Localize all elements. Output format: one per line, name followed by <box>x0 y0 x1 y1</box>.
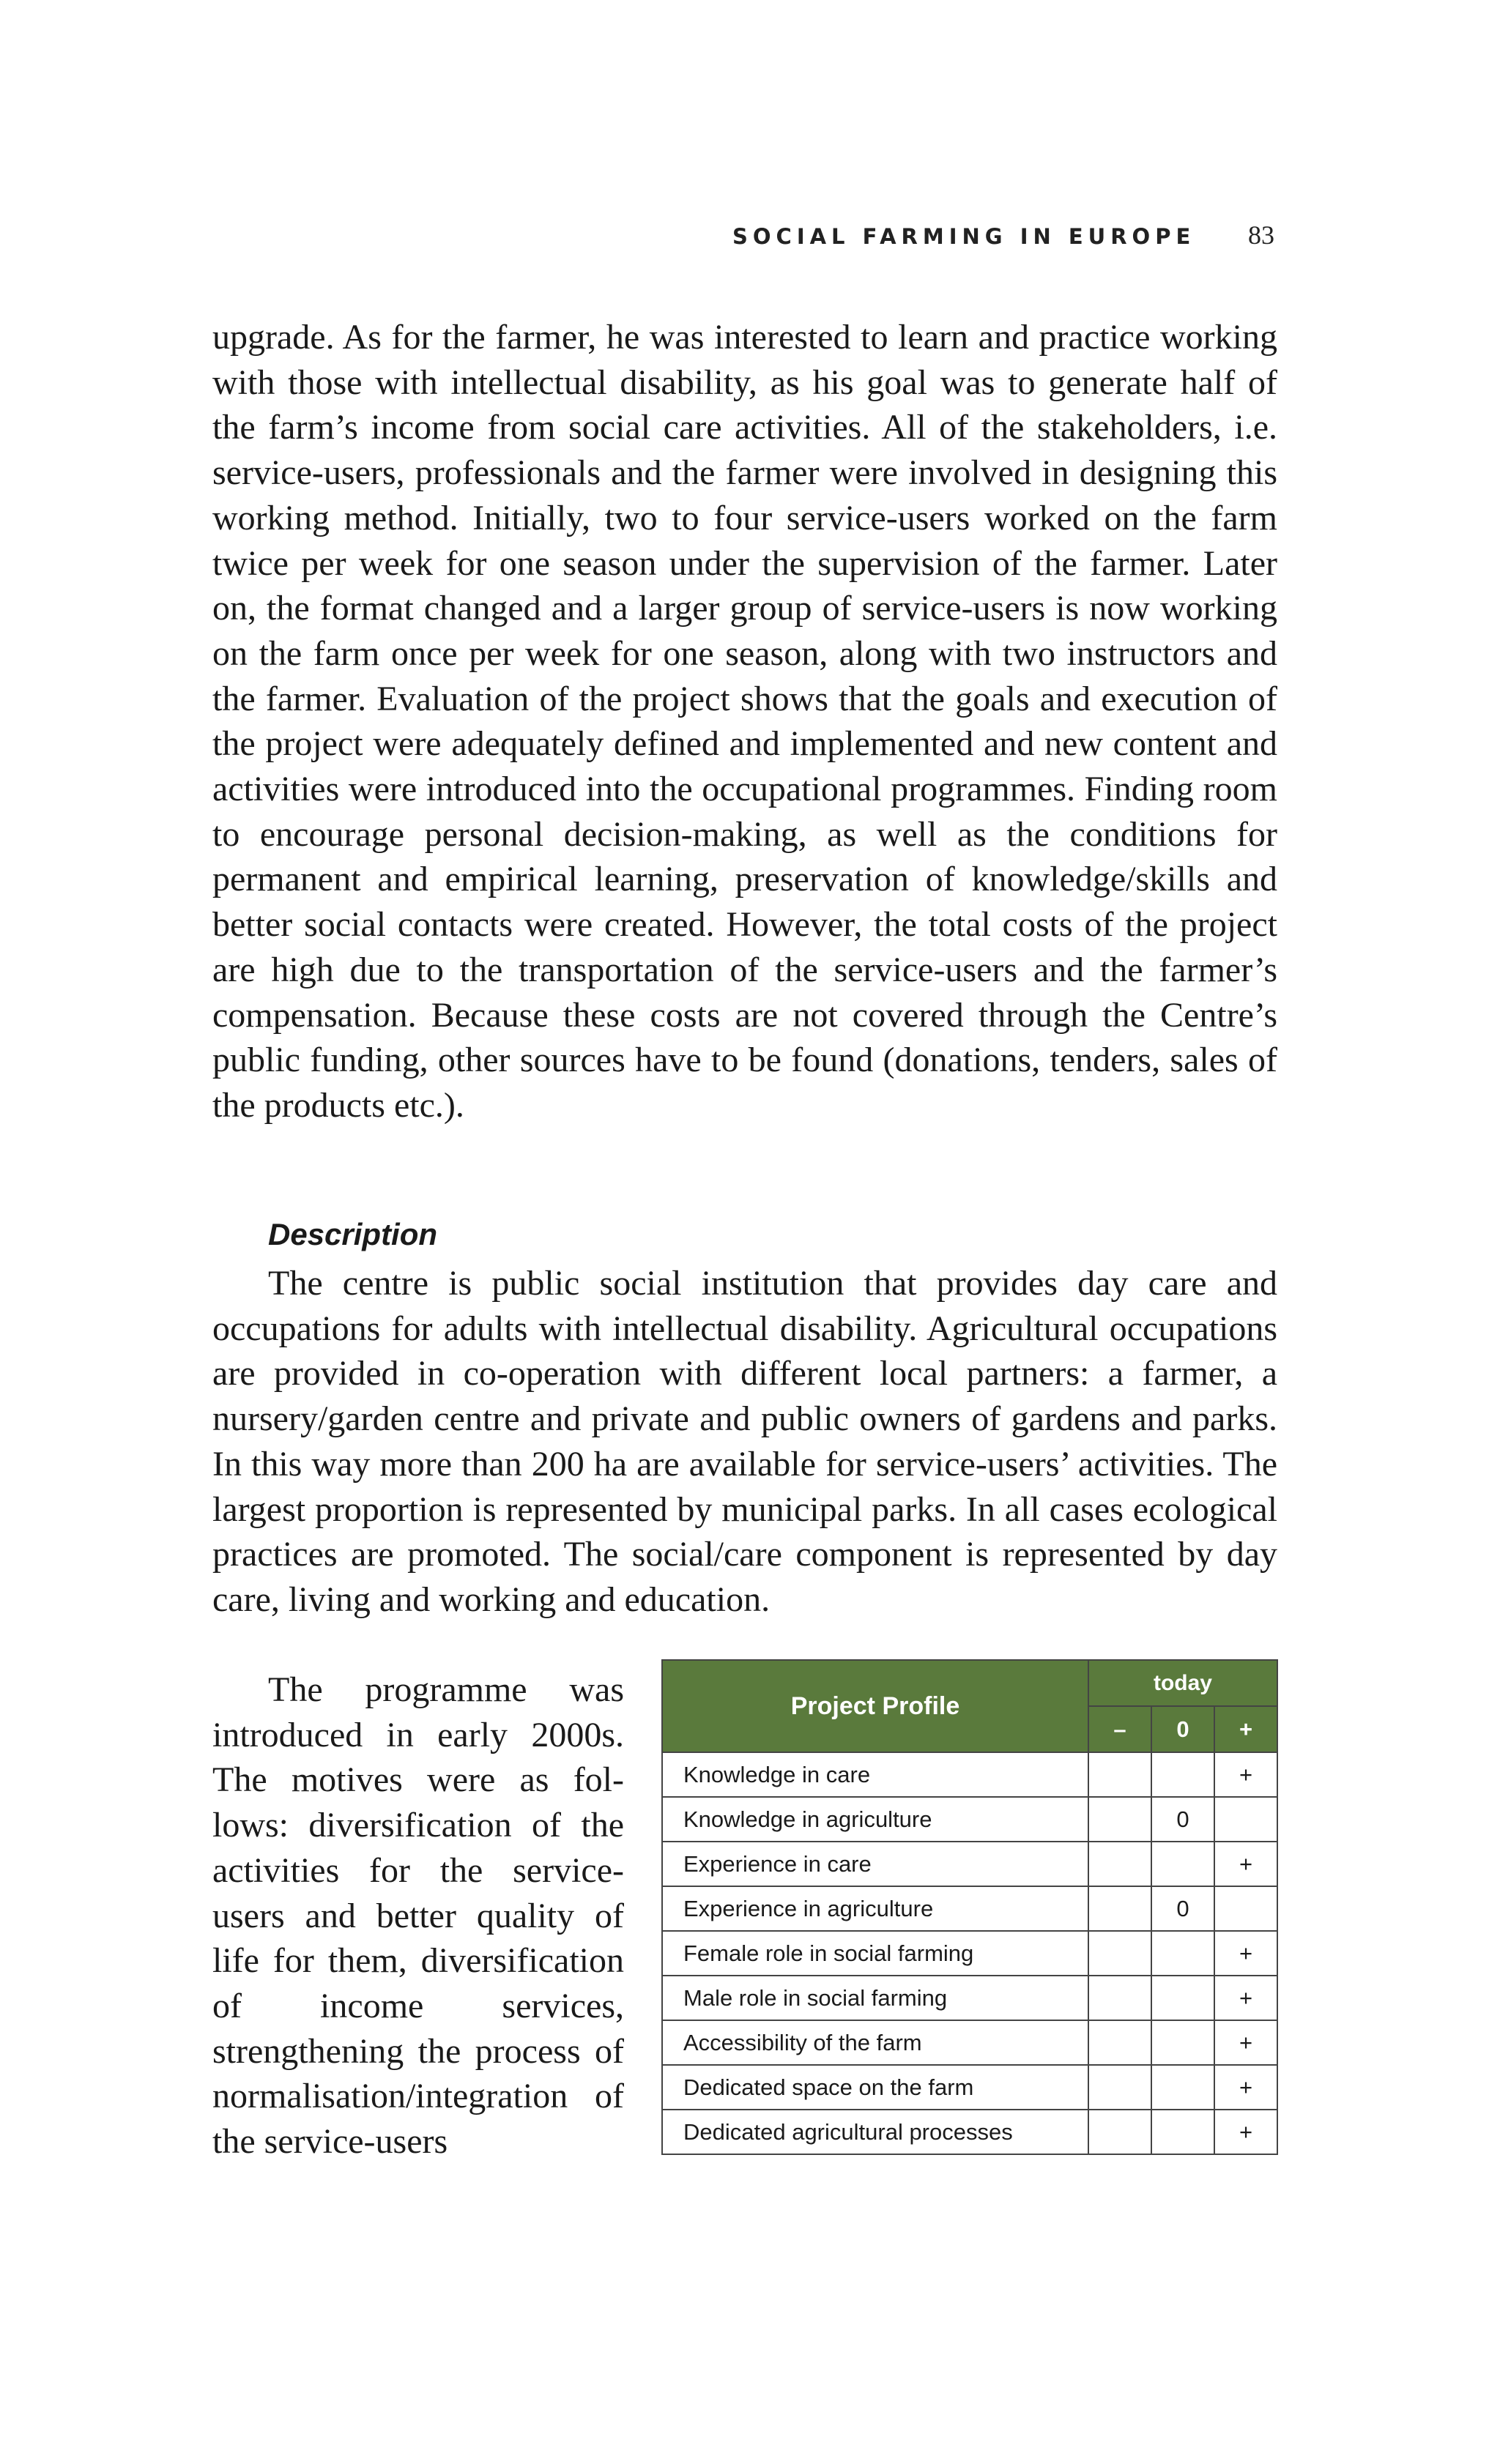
row-label: Dedicated space on the farm <box>662 2065 1088 2110</box>
table-row <box>662 2020 1277 2065</box>
period-label: today <box>1088 1660 1277 1706</box>
plus-cell: + <box>1214 1842 1277 1886</box>
zero-cell <box>1151 1842 1214 1886</box>
minus-cell <box>1088 1752 1151 1797</box>
zero-cell <box>1151 2110 1214 2154</box>
minus-cell <box>1088 1797 1151 1842</box>
plus-cell: + <box>1214 1976 1277 2020</box>
minus-cell <box>1088 1931 1151 1976</box>
zero-cell: 0 <box>1151 1797 1214 1842</box>
row-label: Female role in social farming <box>662 1931 1088 1976</box>
table-row <box>662 1976 1277 2020</box>
table-row <box>662 2110 1277 2154</box>
zero-cell <box>1151 2020 1214 2065</box>
zero-cell <box>1151 1976 1214 2020</box>
minus-cell <box>1088 2020 1151 2065</box>
plus-cell: + <box>1214 2020 1277 2065</box>
table-row <box>662 1931 1277 1976</box>
row-label: Experience in agriculture <box>662 1886 1088 1931</box>
zero-cell <box>1151 1752 1214 1797</box>
zero-cell <box>1151 2065 1214 2110</box>
body-paragraph-3: The programme was introduced in early 2000s. The motives were as follows: diversification of the activities for the service-users and better quality of life for them, diversification of income services, strengthening the process of normalisation/integration of the service-users <box>212 1670 624 2162</box>
table-row <box>662 1842 1277 1886</box>
minus-cell <box>1088 2110 1151 2154</box>
body-paragraph-2: The centre is public social institution that provides day care and occupations for adults with intellectual disability. Agricultural occupations are provided in co-operation with different local partners: a farmer, a nursery/garden centre and private and public owners of gardens and parks. In this way more than 200 ha are available for service-users’ activities. The largest proportion is represented by municipal parks. In all cases ecological practices are promoted. The social/care component is represented by day care, living and working and education. <box>212 1264 1277 1619</box>
table-row <box>662 2065 1277 2110</box>
row-label: Male role in social farming <box>662 1976 1088 2020</box>
project-profile-table <box>661 1659 1278 2155</box>
table-header-row <box>662 1660 1277 1706</box>
table-title: Project Profile <box>662 1660 1088 1752</box>
zero-cell <box>1151 1931 1214 1976</box>
row-label: Accessibility of the farm <box>662 2020 1088 2065</box>
table-row <box>662 1752 1277 1797</box>
table-row <box>662 1886 1277 1931</box>
plus-cell: + <box>1214 2065 1277 2110</box>
body-paragraph-1: upgrade. As for the farmer, he was interested to learn and practice working with those with intellectual disability, as his goal was to generate half of the farm’s income from social care activities. All of the stakeholders, i.e. service-users, professionals and the farmer were involved in designing this working method. Initially, two to four service-users worked on the farm twice per week for one season under the supervision of the farmer. Later on, the format changed and a larger group of service-users is now working on the farm once per week for one season, along with two instructors and the farmer. Evaluation of the project shows that the goals and execution of the project were adequately defined and implemented and new content and activities were introduced into the occupational programmes. Finding room to encourage personal decision-making, as well as the conditions for permanent and empirical learning, preservation of knowledge/skills and better social contacts were created. However, the total costs of the project are high due to the transportation of the service-users and the farmer’s compensation. Because these costs are not covered through the Centre’s public funding, other sources have to be found (donations, tenders, sales of the products etc.). <box>212 318 1277 1125</box>
section-heading-description: Description <box>268 1217 438 1251</box>
scale-zero: 0 <box>1151 1706 1214 1752</box>
minus-cell <box>1088 1976 1151 2020</box>
minus-cell <box>1088 1886 1151 1931</box>
running-head: SOCIAL FARMING IN EUROPE <box>732 224 1196 249</box>
plus-cell: + <box>1214 1752 1277 1797</box>
row-label: Experience in care <box>662 1842 1088 1886</box>
minus-cell <box>1088 1842 1151 1886</box>
plus-cell: + <box>1214 1931 1277 1976</box>
scale-plus: + <box>1214 1706 1277 1752</box>
plus-cell <box>1214 1797 1277 1842</box>
plus-cell <box>1214 1886 1277 1931</box>
row-label: Knowledge in care <box>662 1752 1088 1797</box>
zero-cell: 0 <box>1151 1886 1214 1931</box>
row-label: Dedicated agricultural processes <box>662 2110 1088 2154</box>
row-label: Knowledge in agriculture <box>662 1797 1088 1842</box>
minus-cell <box>1088 2065 1151 2110</box>
scale-minus: – <box>1088 1706 1151 1752</box>
table-row <box>662 1797 1277 1842</box>
plus-cell: + <box>1214 2110 1277 2154</box>
page-number: 83 <box>1248 220 1274 250</box>
